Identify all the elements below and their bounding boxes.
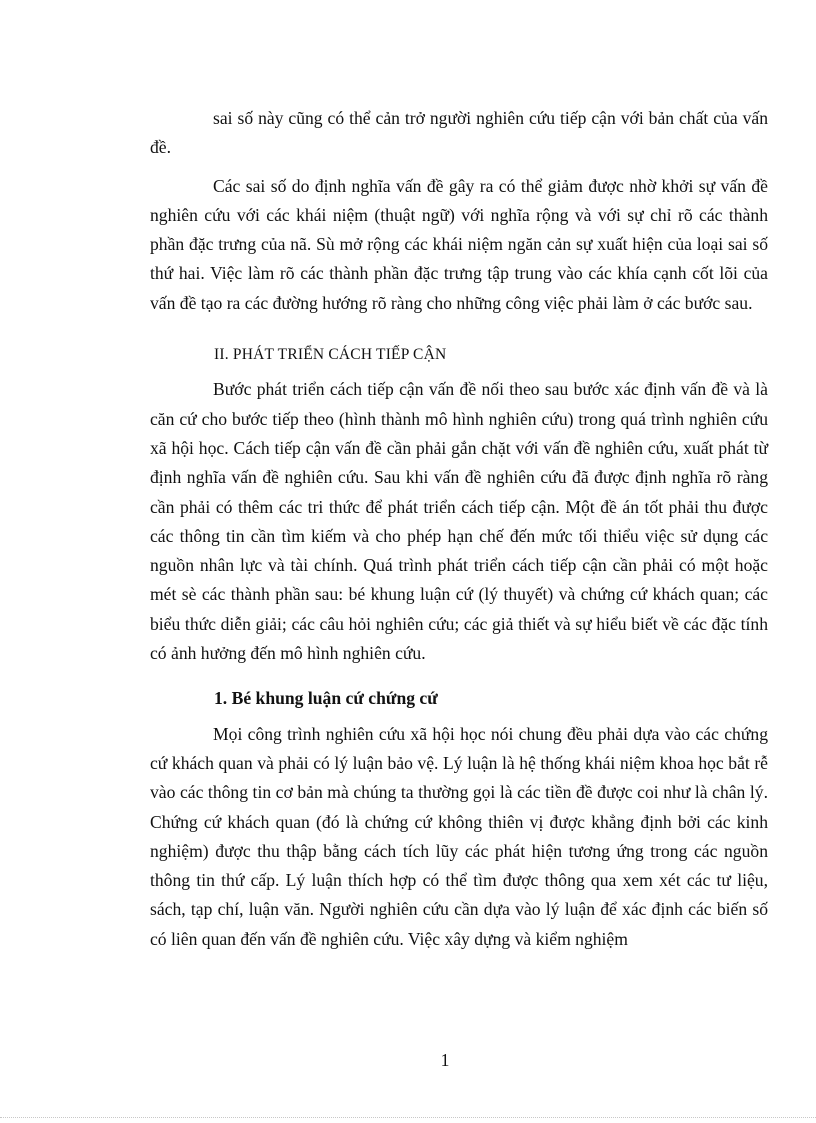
section-heading: II. PHÁT TRIỂN CÁCH TIẾP CẬN xyxy=(214,346,447,364)
page-bottom-divider xyxy=(0,1117,816,1118)
paragraph-evidence: Mọi công trình nghiên cứu xã hội học nói chung đều phải dựa vào các chứng cứ khách quan và phải có lý luận bảo vệ. Lý luận là hệ thống khái niệm khoa học bắt rễ vào các thông tin cơ bản mà chúng ta thường gọi là các tiền đề được coi như là chân lý. Chứng cứ khách quan (đó là chứng cứ không thiên vị được khẳng định bởi các kinh nghiệm) được thu thập bằng cách tích lũy các phát hiện tương ứng trong các nguồn thông tin thứ cấp. Lý luận thích hợp có thể tìm được thông qua xem xét các tư liệu, sách, tạp chí, luận văn. Người nghiên cứu cần dựa vào lý luận để xác định các biến số có liên quan đến vấn đề nghiên cứu. Việc xây dựng và kiểm nghiệm xyxy=(150,723,768,949)
page-number: 1 xyxy=(440,1050,450,1070)
body-text xyxy=(150,104,768,954)
paragraph-approach: Bước phát triển cách tiếp cận vấn đề nối theo sau bước xác định vấn đề và là căn cứ cho bước tiếp theo (hình thành mô hình nghiên cứu) trong quá trình nghiên cứu xã hội học. Cách tiếp cận vấn đề cần phải gắn chặt với vấn đề nghiên cứu, xuất phát từ định nghĩa vấn đề nghiên cứu. Sau khi vấn đề nghiên cứu đã được định nghĩa rõ ràng cần phải có thêm các tri thức để phát triển cách tiếp cận. Một đề án tốt phải thu được các thông tin cần tìm kiếm và cho phép hạn chế đến mức tối thiểu việc sử dụng các nguồn nhân lực và tài chính. Quá trình phát triển cách tiếp cận cần phải có một hoặc mét sè các thành phần sau: bé khung luận cứ (lý thuyết) và chứng cứ khách quan; các biểu thức diễn giải; các câu hỏi nghiên cứu; các giả thiết và sự hiểu biết về các đặc tính có ảnh hưởng đến mô hình nghiên cứu. xyxy=(150,379,768,664)
paragraph-sai-so: Các sai số do định nghĩa vấn đề gây ra có thể giảm được nhờ khởi sự vấn đề nghiên cứu với các khái niệm (thuật ngữ) với nghĩa rộng và với sự chỉ rõ các thành phần đặc trưng của nã. Sù mở rộng các khái niệm ngăn cản sự xuất hiện của loại sai số thứ hai. Việc làm rõ các thành phần đặc trưng tập trung vào các khía cạnh cốt lõi của vấn đề tạo ra các đường hướng rõ ràng cho những công việc phải làm ở các bước sau. xyxy=(150,175,768,313)
paragraph-continuation: sai số này cũng có thể cản trở người nghiên cứu tiếp cận với bản chất của vấn đề. xyxy=(150,108,768,158)
subsection-heading: 1. Bé khung luận cứ chứng cứ xyxy=(214,688,438,709)
